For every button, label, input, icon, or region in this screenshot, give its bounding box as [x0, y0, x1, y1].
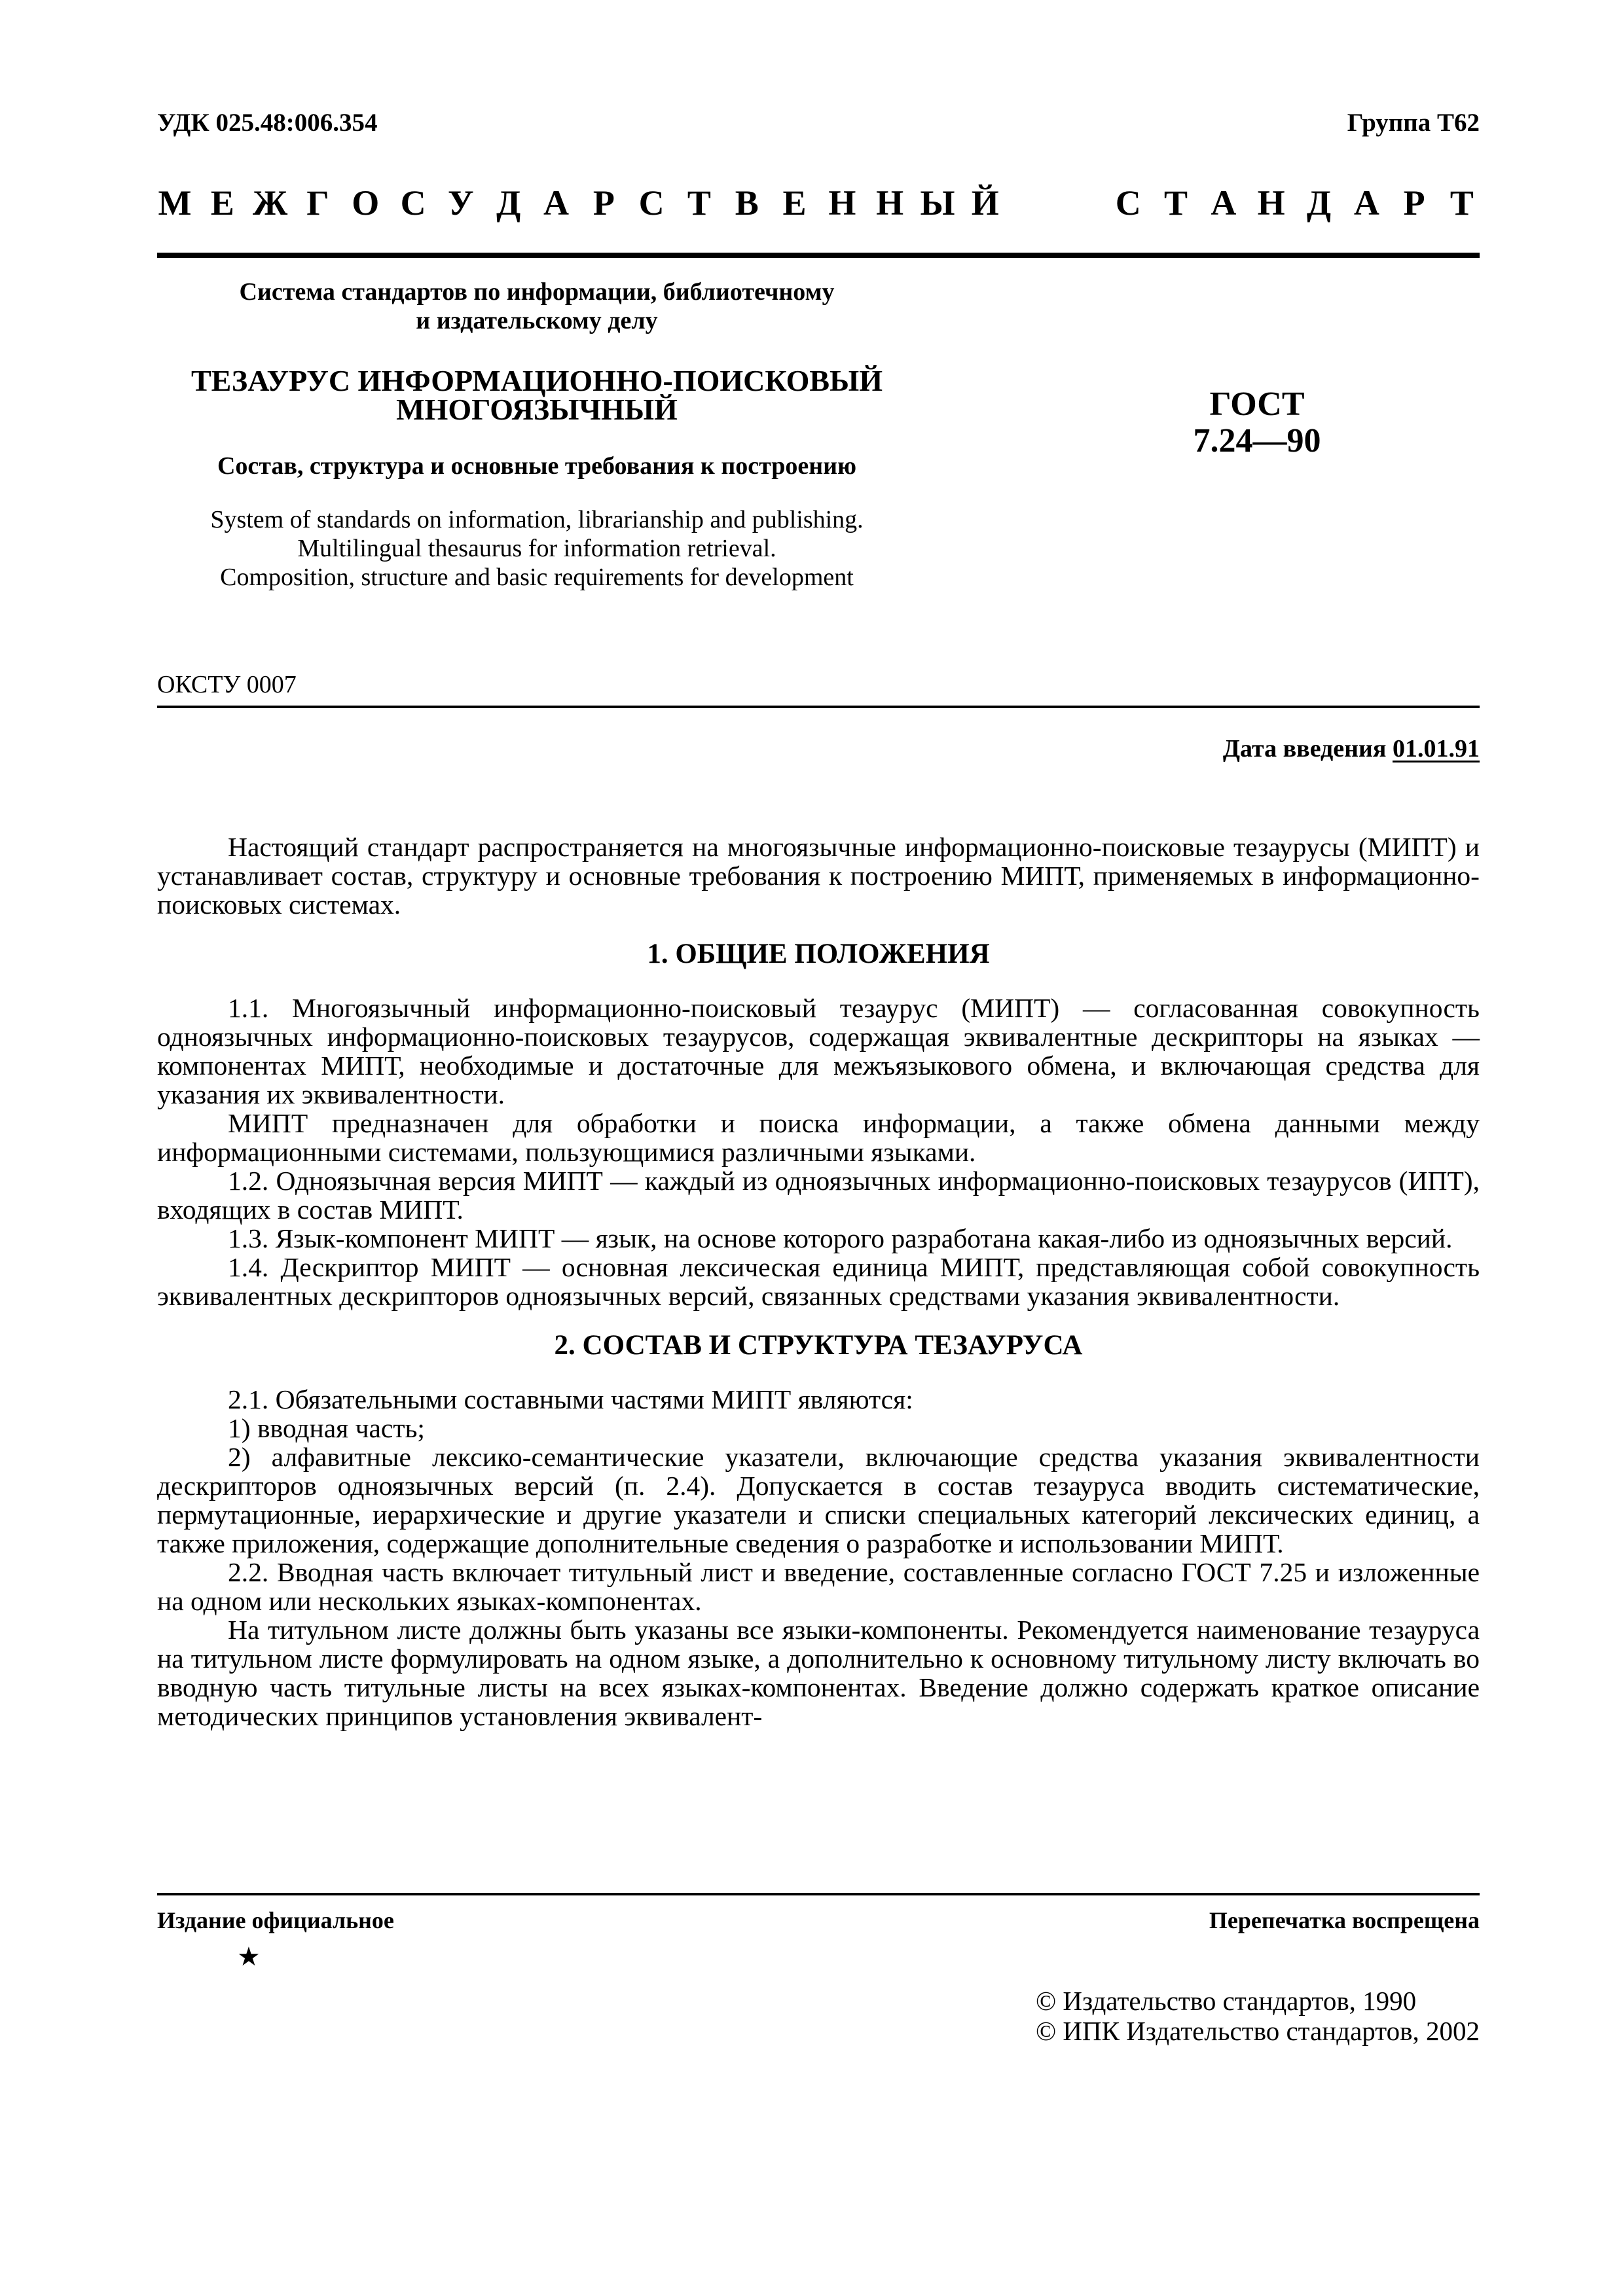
banner-letter: Н: [1257, 183, 1285, 223]
interstate-standard-banner: [157, 183, 1480, 223]
introduction-date: Дата введения 01.01.91: [1222, 735, 1480, 762]
section-1-heading: 1. ОБЩИЕ ПОЛОЖЕНИЯ: [647, 939, 990, 969]
banner-letter: У: [448, 183, 474, 223]
oksty-rule: [157, 706, 1480, 708]
banner-letter: Н: [828, 183, 856, 223]
gost-designation: ГОСТ 7.24—90: [1193, 386, 1321, 459]
banner-letter: Й: [971, 183, 999, 223]
document-page: [157, 105, 1480, 2238]
paragraph-1-4: 1.4. Дескриптор МИПТ — основная лексическая единица МИПТ, представляющая собой совокупность эквивалентных дескрипторов одноязычных версий, связанных средствами указания эквивалентности.: [157, 1252, 1480, 1311]
udk-code: УДК 025.48:006.354: [157, 109, 378, 137]
banner-letter: Г: [306, 183, 329, 223]
reprint-prohibited: Перепечатка воспрещена: [1209, 1907, 1480, 1933]
banner-letter: Е: [210, 183, 234, 223]
body-text: [157, 833, 1480, 1731]
banner-letter: М: [158, 183, 192, 223]
group-code: Группа Т62: [1347, 109, 1480, 137]
list-item-2-1-1: 1) вводная часть;: [228, 1413, 425, 1443]
english-title: System of standards on information, librarianship and publishing. Multilingual thesaurus for information retrieval. Composition, structure and basic requirements for development: [210, 506, 864, 591]
date-value: 01.01.91: [1393, 735, 1480, 762]
copyright-1990: © Издательство стандартов, 1990: [1035, 1986, 1417, 2016]
paragraph-1-3: 1.3. Язык-компонент МИПТ — язык, на основе которого разработана какая-либо из одноязычных версий.: [228, 1223, 1453, 1253]
footer-rule: [157, 1893, 1480, 1895]
banner-letter: А: [1353, 183, 1379, 223]
banner-letter: С: [400, 183, 426, 223]
banner-letter: Ы: [920, 183, 955, 223]
banner-letter: С: [1115, 183, 1141, 223]
banner-letter: А: [1211, 183, 1237, 223]
standard-title: ТЕЗАУРУС ИНФОРМАЦИОННО-ПОИСКОВЫЙ МНОГОЯЗЫЧНЫЙ: [191, 364, 883, 426]
paragraph-1-2: 1.2. Одноязычная версия МИПТ — каждый из одноязычных информационно-поисковых тезаурусов (ИПТ), входящих в состав МИПТ.: [157, 1166, 1480, 1225]
banner-letter: Р: [593, 183, 615, 223]
banner-letter: Е: [782, 183, 807, 223]
star-icon: ★: [237, 1942, 261, 1971]
official-edition: Издание официальное: [157, 1907, 394, 1933]
banner-letter: [1063, 183, 1098, 223]
paragraph-2-2: 2.2. Вводная часть включает титульный лист и введение, составленные согласно ГОСТ 7.25 и изложенные на одном или нескольких языках-компонентах.: [157, 1557, 1480, 1616]
paragraph-1-1: 1.1. Многоязычный информационно-поисковый тезаурус (МИПТ) — согласованная совокупность одноязычных информационно-поисковых тезаурусов, содержащая эквивалентные дескрипторы на языках — компонентах МИПТ, необходимые и достаточные для межъязыкового обмена, и включающая средства для указания их эквивалентности.: [157, 993, 1480, 1109]
footer: [157, 1906, 1480, 2046]
banner-letter: [1015, 183, 1051, 223]
copyright-block: [1036, 1986, 1480, 2046]
banner-letter: Т: [1164, 183, 1188, 223]
paragraph-2-1: 2.1. Обязательными составными частями МИПТ являются:: [228, 1384, 913, 1414]
banner-letter: Т: [687, 183, 711, 223]
paragraph-2-2b: На титульном листе должны быть указаны все языки-компоненты. Рекомендуется наименование тезауруса на титульном листе формулировать на одном языке, а дополнительно к основному титульному листу включать во вводную часть титульные листы на всех языках-компонентах. Введение должно содержать краткое описание методических принципов установления эквивалент-: [157, 1615, 1480, 1731]
banner-letter: О: [352, 183, 380, 223]
banner-letter: Н: [876, 183, 904, 223]
intro-paragraph: Настоящий стандарт распространяется на многоязычные информационно-поисковые тезаурусы (МИПТ) и устанавливает состав, структуру и основные требования к построению МИПТ, применяемых в информационно-поисковых системах.: [157, 832, 1480, 920]
header-line: [157, 105, 1480, 141]
standard-subtitle: Состав, структура и основные требования к построению: [217, 452, 857, 480]
banner-letter: С: [638, 183, 665, 223]
list-item-2-1-2: 2) алфавитные лексико-семантические указатели, включающие средства указания эквивалентности дескрипторов одноязычных версий (п. 2.4). Допускается в состав тезауруса вводить систематические, пермутационные, иерархические и другие указатели и списки специальных категорий лексических единиц, а также приложения, содержащие дополнительные сведения о разработке и использовании МИПТ.: [157, 1442, 1480, 1558]
banner-letter: Ж: [252, 183, 288, 223]
banner-letter: Д: [1306, 183, 1332, 223]
title-block: [157, 258, 1480, 670]
paragraph-1-1b: МИПТ предназначен для обработки и поиска информации, а также обмена данными между информационными системами, пользующимися различными языками.: [157, 1108, 1480, 1167]
system-title: Система стандартов по информации, библиотечному и издательскому делу: [239, 278, 835, 334]
banner-letter: Д: [496, 183, 521, 223]
section-2-heading: 2. СОСТАВ И СТРУКТУРА ТЕЗАУРУСА: [554, 1330, 1083, 1361]
banner-letter: Р: [1403, 183, 1425, 223]
header-rule: [157, 253, 1480, 258]
copyright-2002: © ИПК Издательство стандартов, 2002: [1035, 2016, 1480, 2046]
banner-letter: А: [543, 183, 569, 223]
banner-letter: В: [735, 183, 759, 223]
oksty-code: ОКСТУ 0007: [157, 671, 297, 698]
banner-letter: Т: [1450, 183, 1474, 223]
title-left-column: [157, 278, 917, 592]
